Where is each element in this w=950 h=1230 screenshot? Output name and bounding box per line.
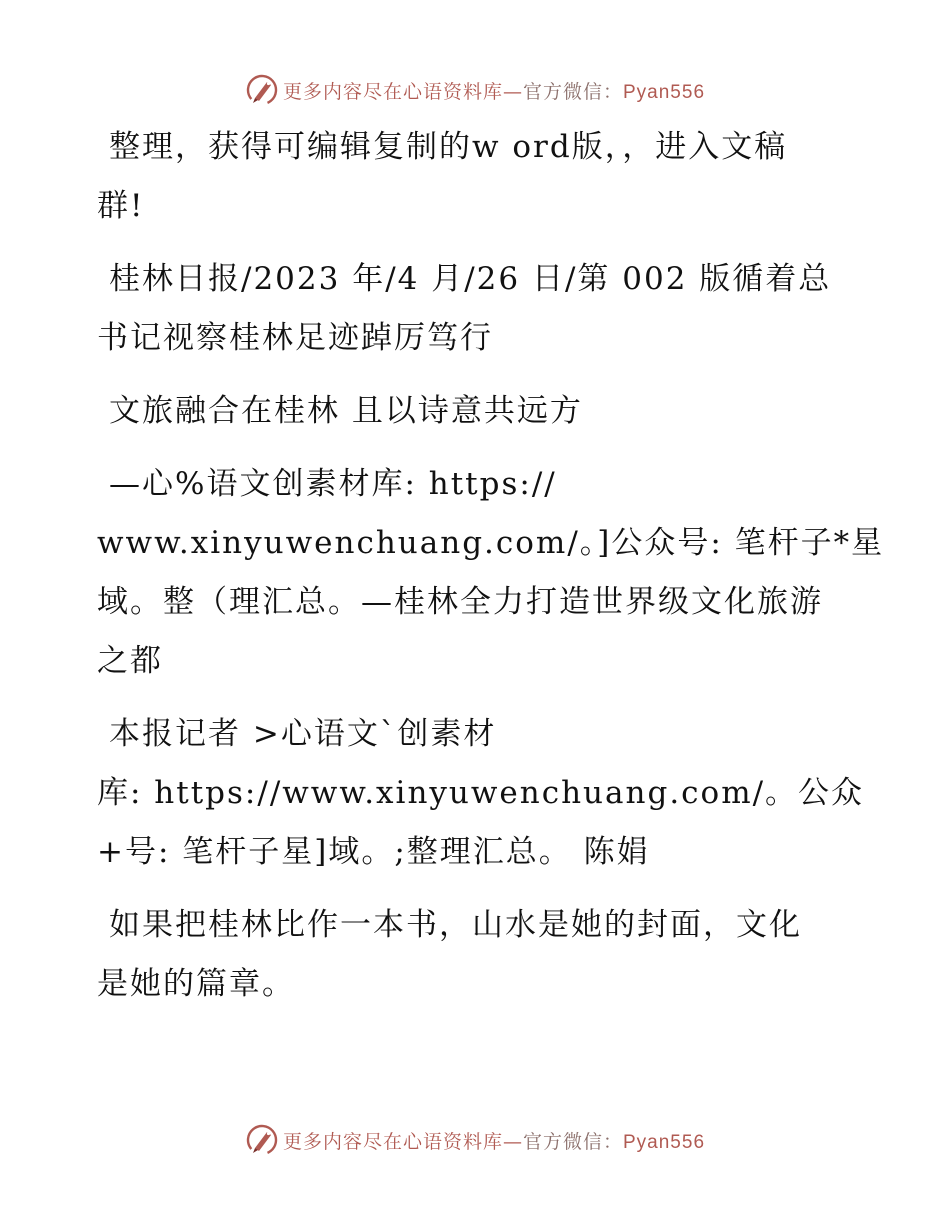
paragraph-subheadline xyxy=(97,455,885,691)
text-line: 如果把桂林比作一本书，山水是她的封面，文化 xyxy=(109,907,802,943)
watermark-wechat-label: 官方微信： xyxy=(522,1130,623,1153)
paragraph-byline xyxy=(97,705,865,882)
watermark-wechat-label: 官方微信： xyxy=(522,80,623,103)
pen-nib-logo-icon xyxy=(245,73,279,107)
pen-nib-logo-icon xyxy=(245,1123,279,1157)
document-body xyxy=(97,118,885,1028)
watermark-text xyxy=(283,77,705,104)
paragraph-body xyxy=(97,896,857,1014)
text-line: 书记视察桂林足迹踔厉笃行 xyxy=(97,320,493,356)
watermark-site-name: 更多内容尽在心语资料库 xyxy=(282,1130,503,1153)
text-line: 本报记者 >心语文`创素材 xyxy=(109,716,497,752)
paragraph-headline xyxy=(97,382,857,441)
watermark-text xyxy=(283,1127,705,1154)
text-line: 群! xyxy=(97,188,145,224)
text-line: 整理，获得可编辑复制的w ord版，，进入文稿 xyxy=(109,129,788,165)
text-line: www.xinyuwenchuang.com/。]公众号: 笔杆子*星 xyxy=(97,525,885,561)
watermark-site-name: 更多内容尽在心语资料库 xyxy=(282,80,503,103)
text-line: 之都 xyxy=(97,643,163,679)
text-line: 域。整（理汇总。—桂林全力打造世界级文化旅游 xyxy=(97,584,823,620)
watermark-separator: — xyxy=(502,80,523,103)
watermark-separator: — xyxy=(502,1130,523,1153)
text-line: 库: https://www.xinyuwenchuang.com/。公众 xyxy=(97,775,865,811)
text-line: +号: 笔杆子星]域。;整理汇总。 陈娟 xyxy=(97,834,650,870)
watermark-wechat-id: Pyan556 xyxy=(623,81,706,103)
paragraph-source xyxy=(97,250,857,368)
paragraph-intro xyxy=(97,118,857,236)
text-line: —心%语文创素材库: https:// xyxy=(109,466,557,502)
watermark-wechat-id: Pyan556 xyxy=(623,1131,706,1153)
header-watermark-banner xyxy=(0,70,950,110)
text-line: 文旅融合在桂林 且以诗意共远方 xyxy=(109,393,583,429)
text-line: 桂林日报/2023 年/4 月/26 日/第 002 版循着总 xyxy=(109,261,832,297)
text-line: 是她的篇章。 xyxy=(97,966,295,1002)
footer-watermark-banner xyxy=(0,1120,950,1160)
